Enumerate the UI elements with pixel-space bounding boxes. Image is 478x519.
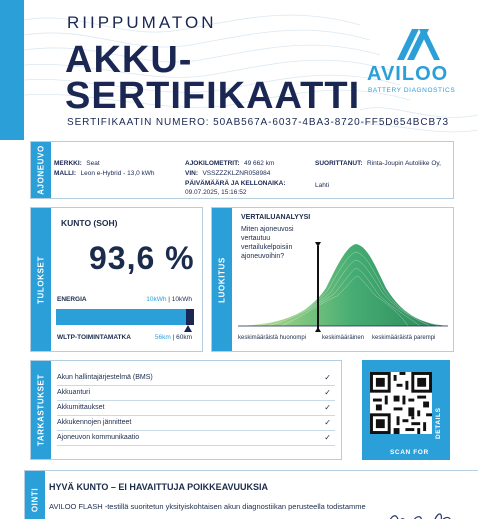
- soh-label: KUNTO (SOH): [61, 218, 118, 228]
- pre-title: RIIPPUMATON: [67, 13, 217, 32]
- check-icon: ✓: [324, 403, 331, 412]
- check-item: Akkumittaukset ✓: [57, 401, 335, 416]
- wltp-marker-icon: [184, 325, 192, 333]
- check-item: Ajoneuvon kommunikaatio ✓: [57, 431, 335, 446]
- soh-value: 93,6 %: [89, 240, 195, 276]
- conclusion-text: AVILOO FLASH -testillä suoritetun yksityiskohtaisen akun diagnostiikan perusteella todistamme: [49, 502, 366, 511]
- make-label: MERKKI:: [54, 160, 82, 167]
- odometer-value: 49 662 km: [243, 160, 275, 167]
- scan-label: SCAN FOR: [390, 449, 429, 456]
- date-value: 09.07.2025, 15:16:52: [185, 189, 247, 196]
- check-icon: ✓: [324, 373, 331, 382]
- vin-label: VIN:: [185, 170, 198, 177]
- classification-side-label: LUOKITUS: [212, 208, 232, 351]
- odometer-label: AJOKILOMETRIT:: [185, 160, 240, 167]
- distribution-curve: [236, 238, 450, 333]
- check-item: Akun hallintajärjestelmä (BMS) ✓: [57, 371, 335, 386]
- axis-average: keskimääräinen: [322, 335, 365, 341]
- vehicle-side-label: AJONEUVO: [31, 142, 51, 198]
- signature-image: [383, 507, 473, 519]
- qr-code[interactable]: [370, 372, 432, 434]
- energy-bar: [56, 309, 194, 325]
- brand-tagline: BATTERY DIAGNOSTICS: [368, 87, 456, 94]
- brand-name: AVILOO: [367, 63, 449, 85]
- vin-value: VSSZZZKLZNR058984: [202, 170, 271, 177]
- check-icon: ✓: [324, 418, 331, 427]
- vehicle-section: [30, 141, 454, 199]
- make-value: Seat: [86, 160, 100, 167]
- check-item: Akkukennojen jännitteet ✓: [57, 416, 335, 431]
- conclusion-section: [24, 470, 478, 519]
- performer-label: SUORITTANUT:: [315, 160, 363, 167]
- performer-value: Rinta-Joupin Autoliike Oy, Lahti: [315, 160, 441, 189]
- check-item: Akkuanturi ✓: [57, 386, 335, 401]
- certificate-number: SERTIFIKAATIN NUMERO: 50AB567A-6037-4BA3-8720-FF5D654BCB73: [67, 117, 449, 128]
- conclusion-title: HYVÄ KUNTO – EI HAVAITTUJA POIKKEAVUUKSIA: [49, 482, 269, 492]
- wltp-values: 56km | 60km: [154, 334, 192, 341]
- energy-bar-end: [186, 309, 194, 325]
- comparison-question: Miten ajoneuvosi vertautuu vertailukelpoisiin ajoneuvoihin?: [241, 226, 294, 261]
- title-line-1: AKKU-: [65, 39, 193, 81]
- axis-worse: keskimääräistä huonompi: [238, 335, 307, 341]
- results-section: [30, 207, 203, 352]
- date-label: PÄIVÄMÄÄRÄ JA KELLONAIKA:: [185, 180, 286, 187]
- title-line-2: SERTIFIKAATTI: [65, 75, 361, 117]
- qr-panel[interactable]: [362, 360, 450, 460]
- energy-label: ENERGIA: [57, 296, 87, 303]
- details-label: DETAILS: [435, 407, 442, 439]
- model-label: MALLI:: [54, 170, 77, 177]
- checks-side-label: TARKASTUKSET: [31, 361, 51, 459]
- energy-values: 10kWh | 10kWh: [146, 296, 192, 303]
- model-value: Leon e-Hybrid - 13,0 kWh: [80, 170, 155, 177]
- wltp-label: WLTP-TOIMINTAMATKA: [57, 334, 131, 341]
- results-side-label: TULOKSET: [31, 208, 51, 351]
- qr-code-icon: [370, 372, 432, 434]
- classification-section: [211, 207, 454, 352]
- check-icon: ✓: [324, 388, 331, 397]
- check-icon: ✓: [324, 433, 331, 442]
- axis-better: keskimääräistä parempi: [372, 335, 436, 341]
- checks-section: [30, 360, 342, 460]
- comparison-title: VERTAILUANALYYSI: [241, 214, 311, 221]
- conclusion-side-label: OINTI: [25, 471, 45, 519]
